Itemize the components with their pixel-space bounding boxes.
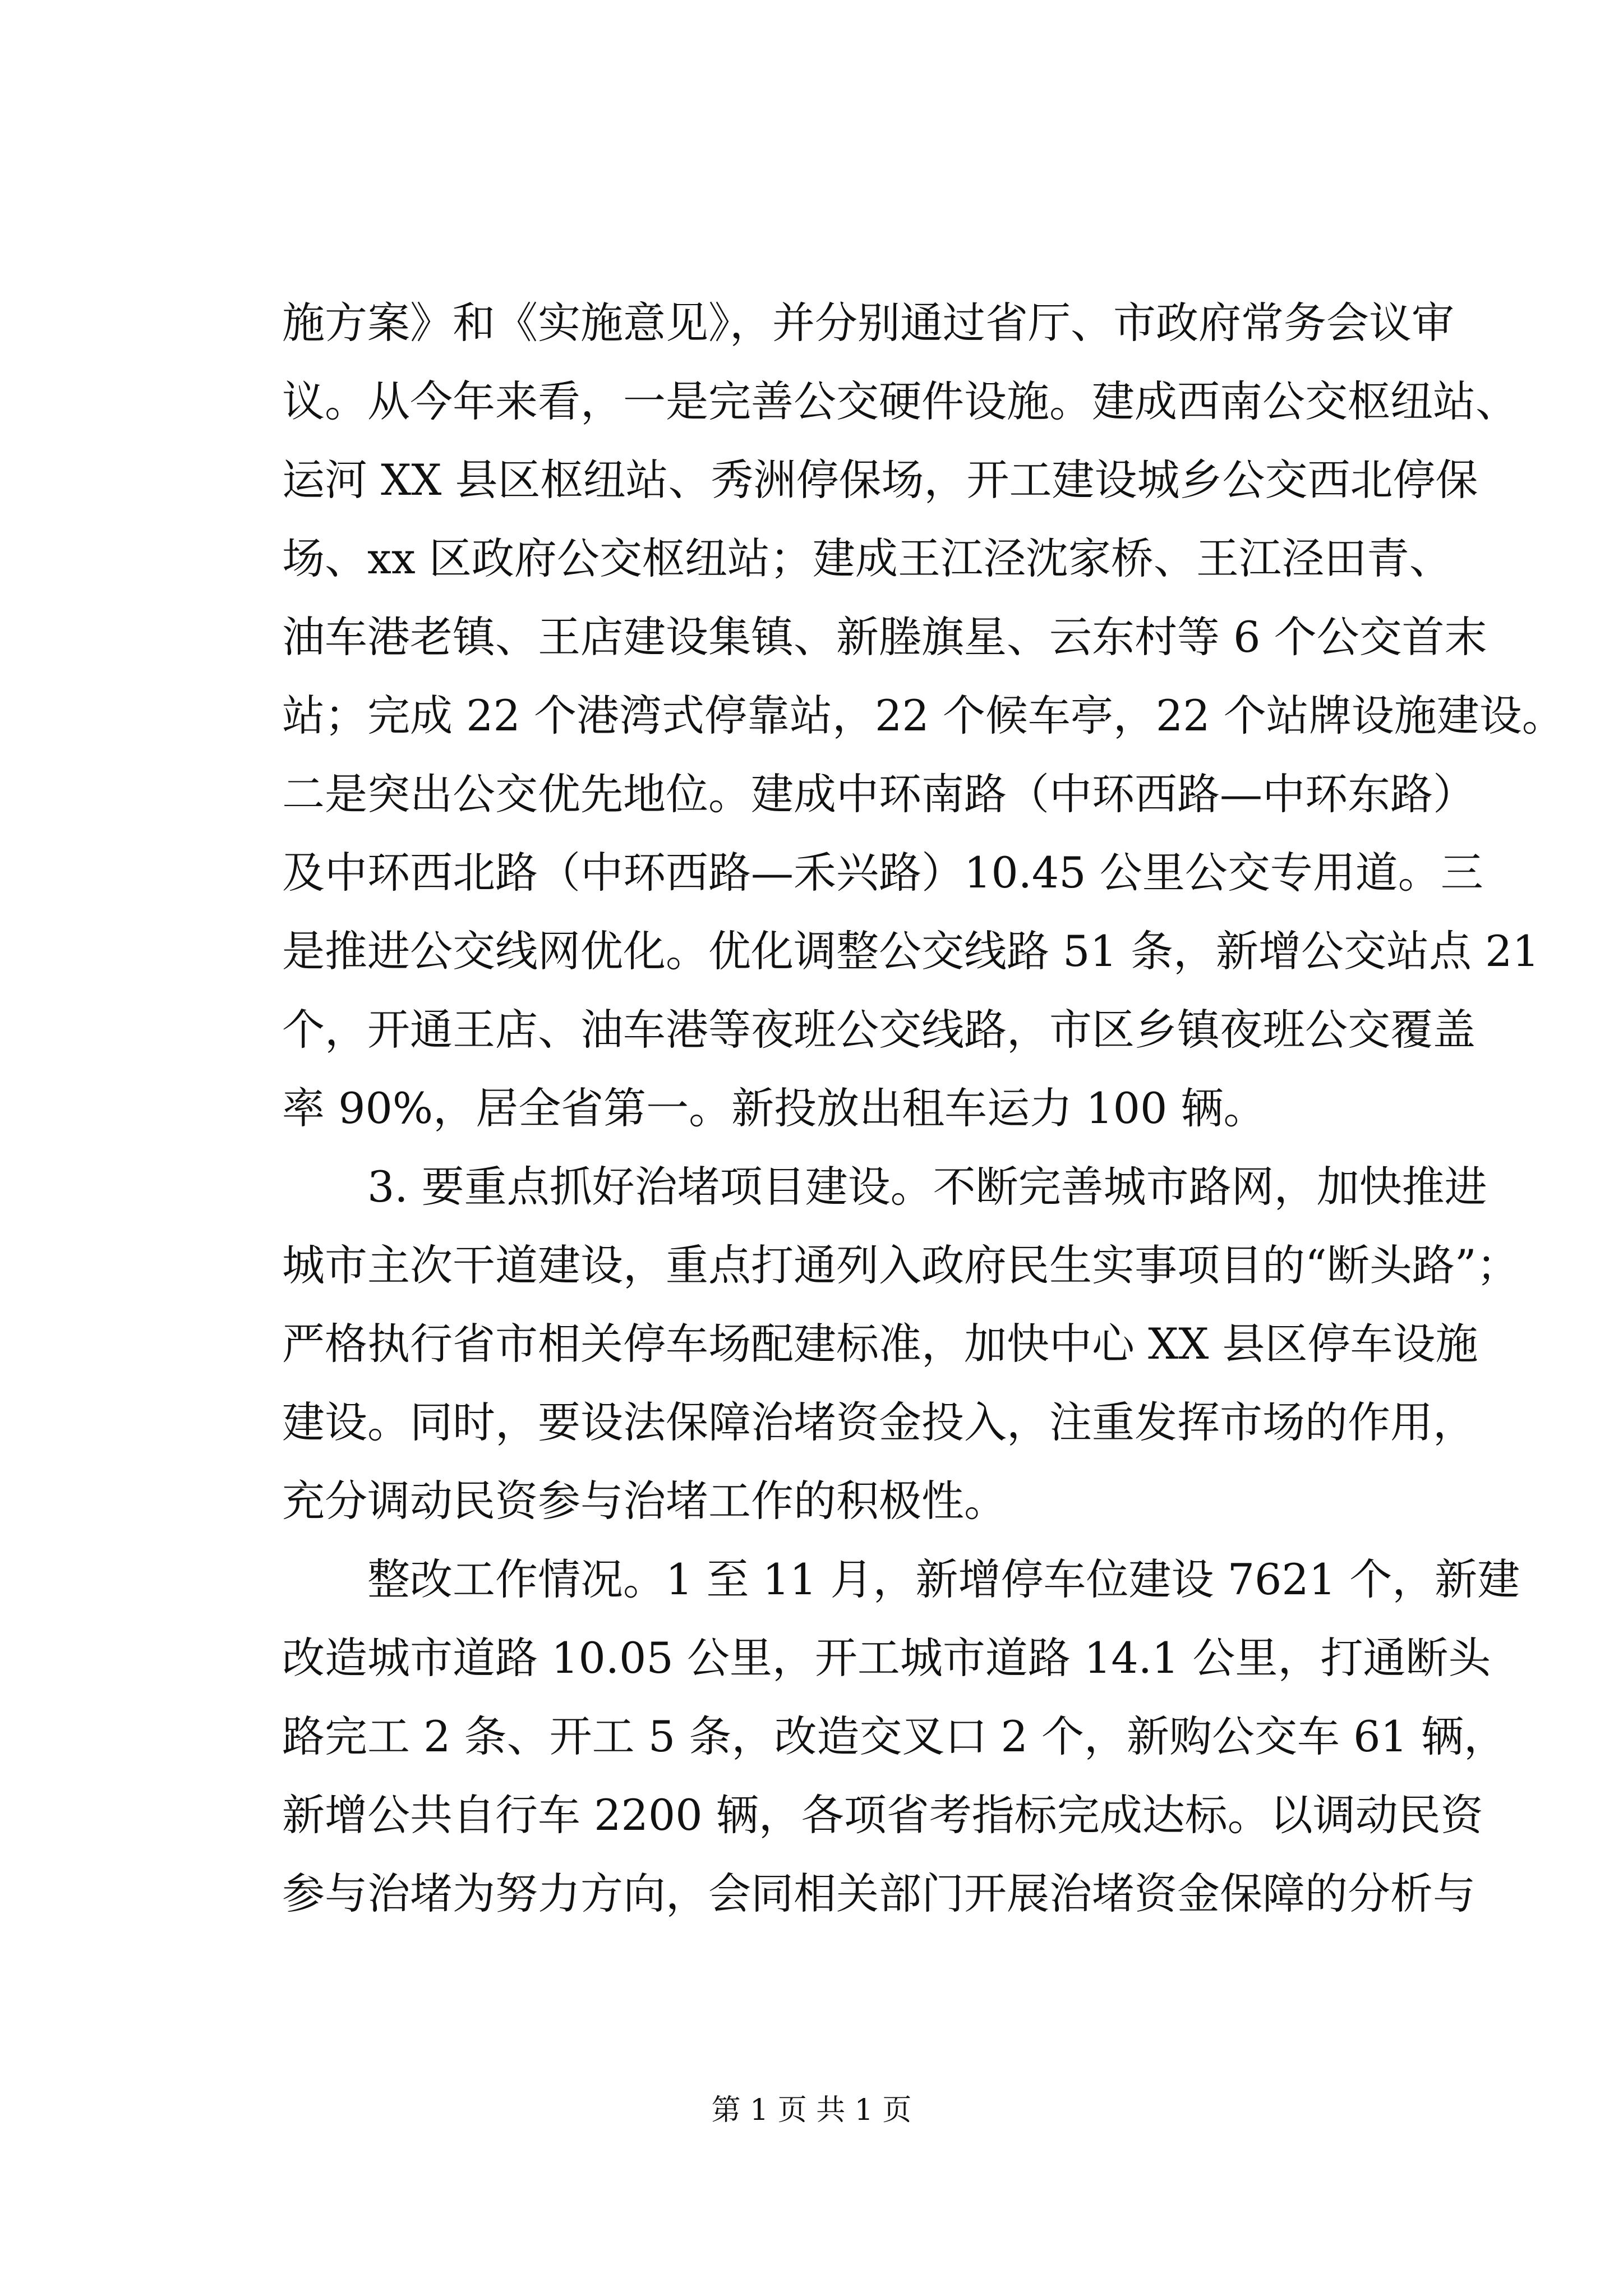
text-line: 新增公共自行车 2200 辆，各项省考指标完成达标。以调动民资 (282, 1790, 1483, 1840)
text-line: 改造城市道路 10.05 公里，开工城市道路 14.1 公里，打通断头 (282, 1633, 1491, 1683)
text-line: 路完工 2 条、开工 5 条，改造交叉口 2 个，新购公交车 61 辆， (282, 1711, 1507, 1761)
text-line: 充分调动民资参与治堵工作的积极性。 (282, 1476, 1007, 1526)
page-number-footer: 第 1 页 共 1 页 (711, 2093, 912, 2127)
text-line: 场、xx 区政府公交枢纽站；建成王江泾沈家桥、王江泾田青、 (282, 533, 1452, 583)
text-line: 建设。同时，要设法保障治堵资金投入，注重发挥市场的作用， (282, 1397, 1476, 1447)
text-line: 站；完成 22 个港湾式停靠站，22 个候车亭，22 个站牌设施建设。 (282, 691, 1565, 740)
text-line: 及中环西北路（中环西路—禾兴路）10.45 公里公交专用道。三 (282, 848, 1483, 898)
text-line: 施方案》和《实施意见》，并分别通过省厅、市政府常务会议审 (282, 298, 1454, 348)
text-line: 是推进公交线网优化。优化调整公交线路 51 条，新增公交站点 21 (282, 926, 1539, 976)
text-line: 二是突出公交优先地位。建成中环南路（中环西路—中环东路） (282, 769, 1476, 819)
text-line: 率 90%，居全省第一。新投放出租车运力 100 辆。 (282, 1083, 1266, 1133)
text-line: 参与治堵为努力方向，会同相关部门开展治堵资金保障的分析与 (282, 1869, 1476, 1918)
text-line: 城市主次干道建设，重点打通列入政府民生实事项目的“断头路”； (282, 1240, 1519, 1290)
paragraph-first-line: 整改工作情况。1 至 11 月，新增停车位建设 7621 个，新建 (367, 1554, 1520, 1604)
text-line: 油车港老镇、王店建设集镇、新塍旗星、云东村等 6 个公交首末 (282, 612, 1487, 662)
text-line: 个，开通王店、油车港等夜班公交线路，市区乡镇夜班公交覆盖 (282, 1005, 1476, 1055)
text-line: 议。从今年来看，一是完善公交硬件设施。建成西南公交枢纽站、 (282, 376, 1518, 426)
paragraph-first-line: 3. 要重点抓好治堵项目建设。不断完善城市路网，加快推进 (367, 1162, 1487, 1212)
text-line: 严格执行省市相关停车场配建标准，加快中心 XX 县区停车设施 (282, 1319, 1478, 1369)
text-line: 运河 XX 县区枢纽站、秀洲停保场，开工建设城乡公交西北停保 (282, 455, 1478, 505)
